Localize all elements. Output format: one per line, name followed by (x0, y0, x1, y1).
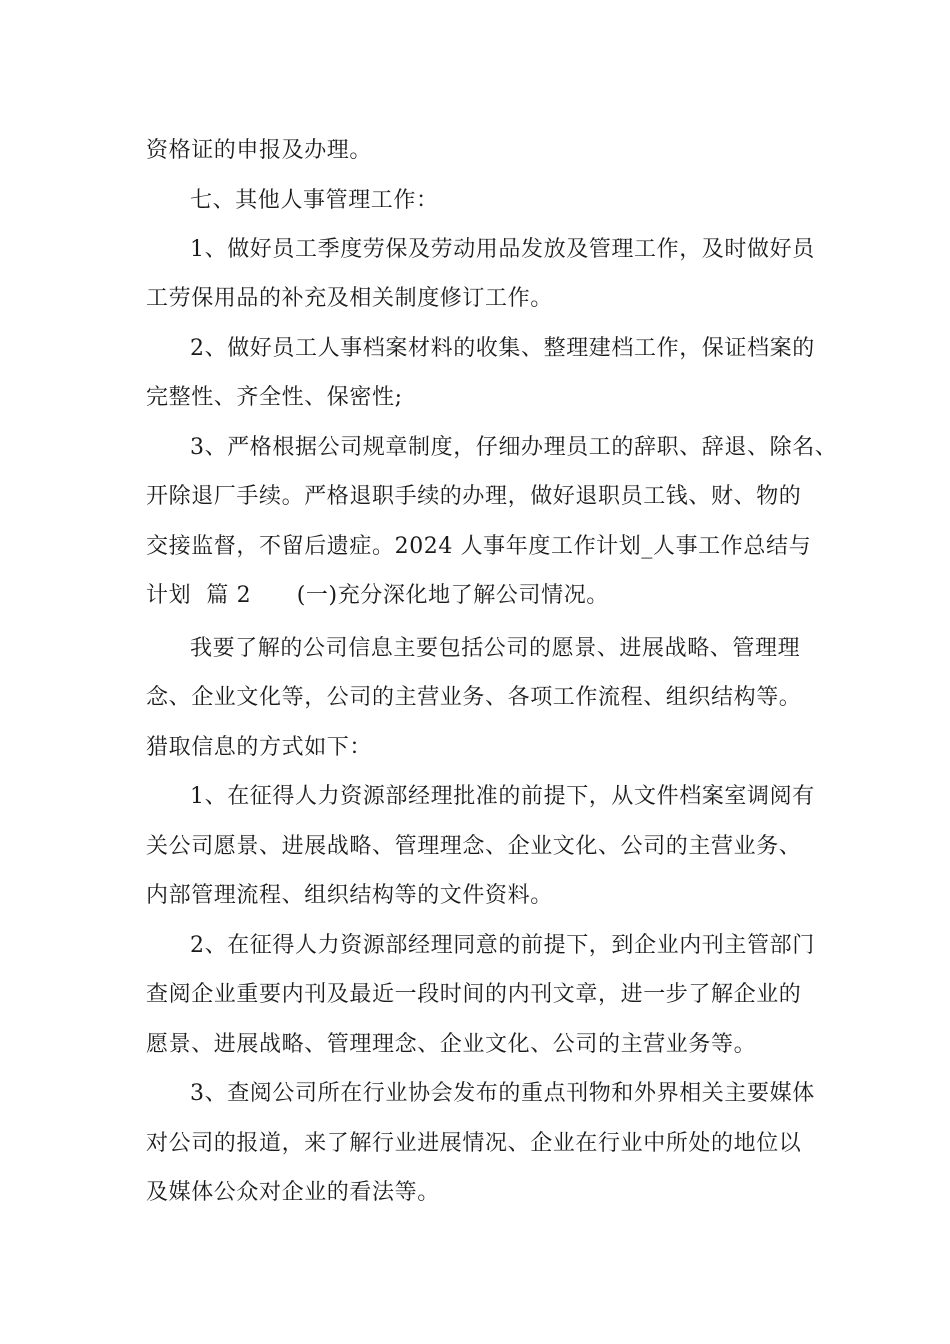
text-line: 开除退厂手续。严格退职手续的办理，做好退职员工钱、财、物的 (146, 484, 802, 509)
text-line: 2、做好员工人事档案材料的收集、整理建档工作，保证档案的 (190, 336, 815, 361)
text-line: 内部管理流程、组织结构等的文件资料。 (146, 883, 553, 908)
text-line: 3、严格根据公司规章制度，仔细办理员工的辞职、辞退、除名、 (190, 435, 838, 460)
text-line: 及媒体公众对企业的看法等。 (146, 1180, 440, 1205)
text-line: 念、企业文化等，公司的主营业务、各项工作流程、组织结构等。 (146, 685, 802, 710)
text-line: 3、查阅公司所在行业协会发布的重点刊物和外界相关主要媒体 (190, 1081, 815, 1106)
text-line: 2、在征得人力资源部经理同意的前提下，到企业内刊主管部门 (190, 933, 815, 958)
text-line: 交接监督，不留后遗症。2024 人事年度工作计划_人事工作总结与 (146, 534, 812, 559)
text-line: 查阅企业重要内刊及最近一段时间的内刊文章，进一步了解企业的 (146, 982, 802, 1007)
text-line: 对公司的报道，来了解行业进展情况、企业在行业中所处的地位以 (146, 1131, 802, 1156)
text-line: 我要了解的公司信息主要包括公司的愿景、进展战略、管理理 (190, 636, 801, 661)
text-line: 资格证的申报及办理。 (146, 138, 373, 163)
text-line: 完整性、齐全性、保密性; (146, 385, 403, 410)
text-line: 愿景、进展战略、管理理念、企业文化、公司的主营业务等。 (146, 1032, 757, 1057)
text-line: 猎取信息的方式如下： (146, 735, 373, 760)
text-line: 1、做好员工季度劳保及劳动用品发放及管理工作，及时做好员 (190, 237, 815, 262)
text-line: 关公司愿景、进展战略、管理理念、企业文化、公司的主营业务、 (146, 834, 802, 859)
text-line: 1、在征得人力资源部经理批准的前提下，从文件档案室调阅有 (190, 784, 815, 809)
section-heading: 七、其他人事管理工作： (190, 188, 439, 213)
text-line: 工劳保用品的补充及相关制度修订工作。 (146, 286, 553, 311)
text-line: 计划 篇 2 (一)充分深化地了解公司情况。 (146, 583, 609, 608)
